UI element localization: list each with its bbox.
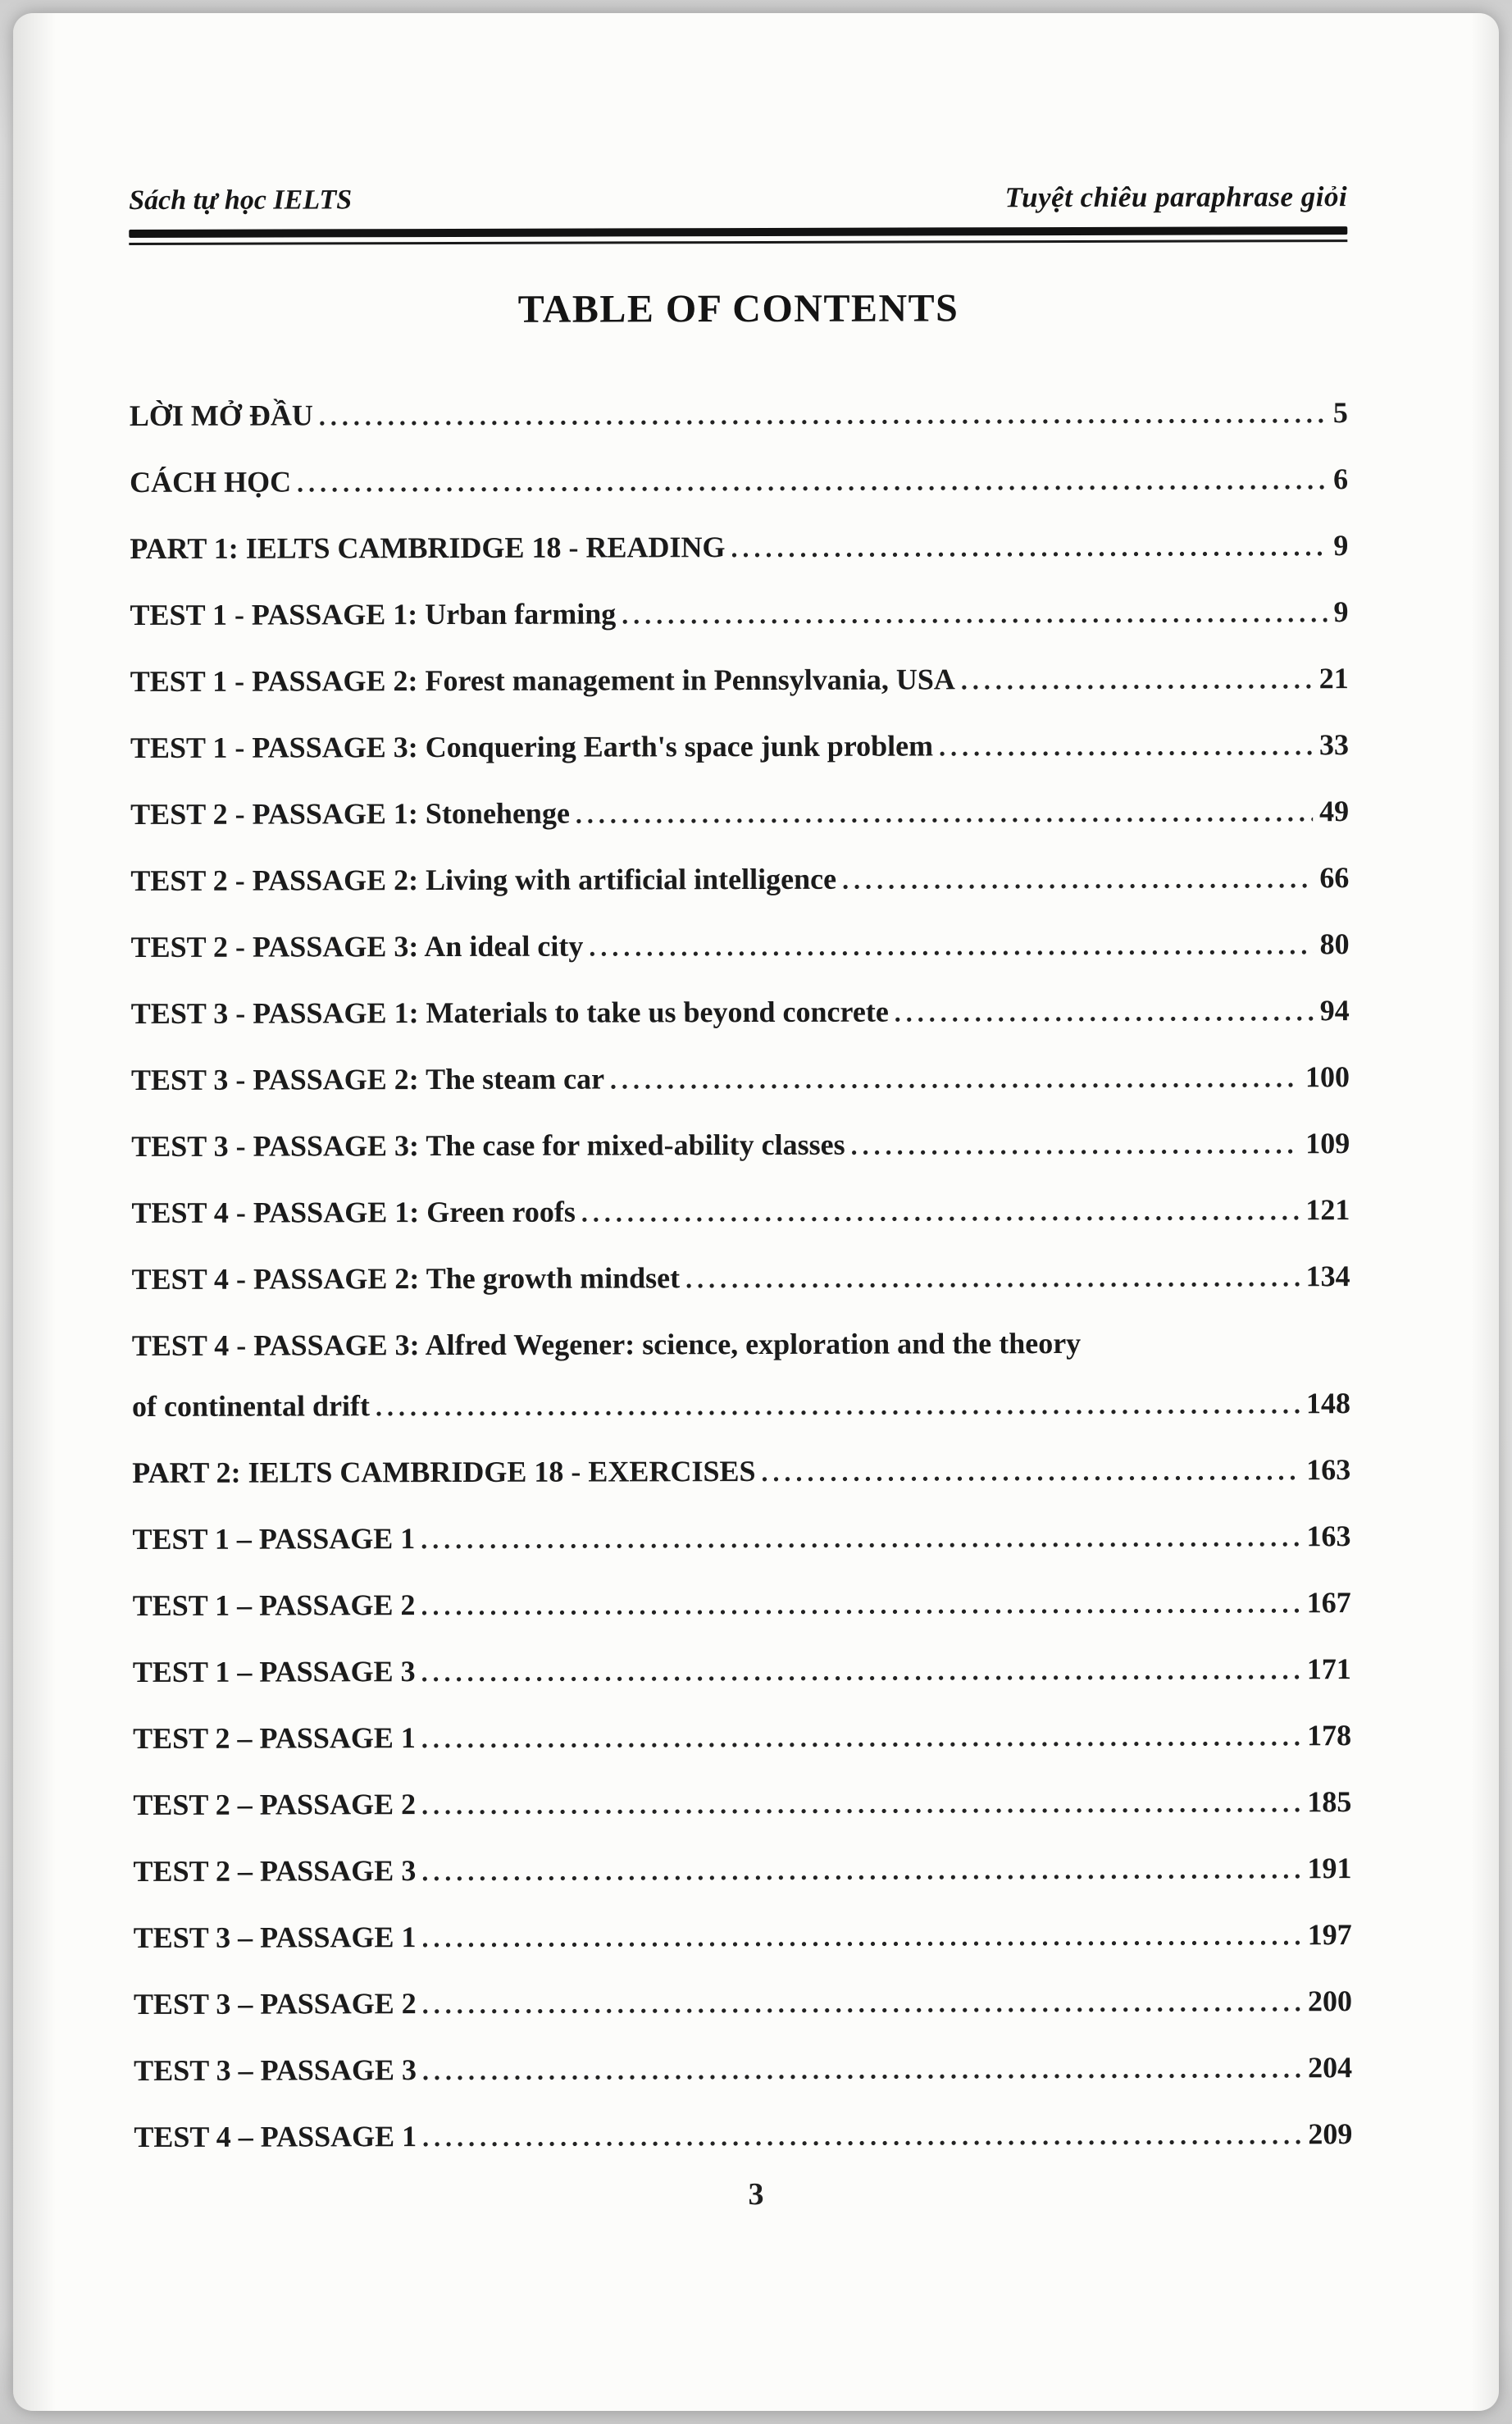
toc-entry [131,1191,1350,1232]
dot-leader [610,1063,1299,1095]
toc-entry-line [132,1451,1350,1492]
dot-leader [421,1721,1300,1754]
toc-entry-line [133,1783,1351,1824]
toc-entry-label: TEST 2 – PASSAGE 2 [133,1788,417,1821]
toc-entry-line [133,1583,1351,1624]
toc-entry-line [130,593,1348,634]
toc-entry [133,1783,1351,1824]
toc-entry [130,859,1349,900]
toc-entry-label: TEST 3 – PASSAGE 3 [134,2053,417,2087]
toc-entry-page-number: 209 [1308,2117,1353,2151]
dot-leader [421,1921,1300,1953]
toc-entry-label: TEST 1 – PASSAGE 1 [132,1522,416,1556]
toc-entry-label: PART 1: IELTS CAMBRIDGE 18 - READING [130,531,726,565]
toc-entry-label-continued: of continental drift [131,1389,371,1423]
toc-entry [132,1517,1350,1558]
toc-entry-page-number: 21 [1318,662,1349,695]
toc-entry-line [133,1716,1351,1757]
dot-leader [685,1262,1300,1294]
toc-entry [130,593,1348,634]
toc-entry-line [131,1058,1350,1099]
toc-entry [133,1650,1351,1691]
toc-entry-line [131,1191,1350,1232]
toc-entry-line [130,394,1348,435]
toc-entry [130,726,1349,767]
toc-entry-page-number: 33 [1318,728,1349,762]
toc-entry-label: TEST 2 – PASSAGE 1 [133,1721,416,1755]
toc-entry-page-number: 6 [1333,462,1349,496]
dot-leader [422,2120,1301,2153]
toc-entry-label: TEST 4 - PASSAGE 2: The growth mindset [131,1261,681,1296]
toc-entry-line [131,991,1350,1032]
dot-leader [376,1389,1300,1422]
dot-leader [842,863,1313,895]
toc-entry-page-number: 9 [1333,595,1349,629]
toc-entry-label: TEST 3 - PASSAGE 3: The case for mixed-ability classes [131,1128,845,1163]
dot-leader [622,598,1327,630]
toc-entry-label: TEST 1 - PASSAGE 3: Conquering Earth's space junk problem [130,729,934,764]
book-page [13,13,1499,2411]
toc-entry-line [132,1257,1350,1298]
toc-entry-label: PART 2: IELTS CAMBRIDGE 18 - EXERCISES [132,1455,756,1489]
toc-list [130,394,1353,2156]
toc-entry-page-number: 109 [1305,1127,1350,1160]
toc-entry-label: TEST 2 - PASSAGE 3: An ideal city [130,929,584,964]
dot-leader [731,531,1327,563]
toc-entry-label: TEST 2 – PASSAGE 3 [133,1854,417,1888]
toc-entry-label: TEST 4 – PASSAGE 1 [134,2120,417,2153]
dot-leader [939,731,1313,762]
toc-entry-page-number: 204 [1308,2051,1353,2085]
dot-leader [319,399,1327,431]
toc-entry-page-number: 197 [1307,1918,1352,1952]
toc-entry-line [130,726,1349,767]
toc-entry-page-number: 200 [1307,1984,1352,2018]
toc-entry-label: TEST 1 – PASSAGE 3 [132,1655,416,1688]
toc-entry [131,925,1350,966]
toc-entry [134,1916,1352,1957]
toc-entry-page-number: 148 [1305,1387,1351,1420]
toc-entry [130,394,1348,435]
toc-entry-page-number: 134 [1305,1260,1350,1293]
toc-entry-page-number: 66 [1319,861,1350,895]
dot-leader [761,1456,1300,1488]
toc-entry-page-number: 80 [1319,927,1350,961]
toc-entry-line [134,2115,1352,2156]
toc-entry-label: TEST 3 - PASSAGE 1: Materials to take us beyond concrete [130,995,889,1030]
dot-leader [421,1788,1300,1820]
toc-entry [130,526,1348,567]
toc-entry [133,1716,1351,1757]
toc-entry-page-number: 163 [1306,1520,1351,1553]
header-rule-thin [129,239,1347,245]
toc-entry [133,1849,1351,1890]
toc-entry-line [134,1916,1352,1957]
toc-entry [131,1124,1350,1165]
page-content [13,13,1499,2156]
toc-entry-label: TEST 1 – PASSAGE 2 [132,1588,416,1622]
toc-entry [134,2048,1352,2089]
toc-entry-line [130,792,1349,833]
toc-entry-page-number: 185 [1307,1785,1352,1819]
dot-leader [297,465,1327,498]
toc-entry-label: TEST 3 – PASSAGE 2 [133,1987,417,2021]
toc-entry-label: TEST 1 - PASSAGE 2: Forest management in Pennsylvania, USA [130,663,955,698]
toc-entry-page-number: 94 [1319,994,1350,1027]
toc-entry [134,1982,1352,2023]
dot-leader [851,1129,1300,1160]
toc-entry [130,659,1349,700]
toc-entry-label: TEST 3 - PASSAGE 2: The steam car [130,1062,605,1096]
toc-entry [130,792,1349,833]
toc-entry-page-number: 163 [1306,1453,1351,1487]
toc-entry-line [134,2048,1352,2089]
header-rule-thick [129,226,1347,238]
toc-entry-label: CÁCH HỌC [130,465,292,499]
dot-leader [421,1854,1300,1887]
page-title: TABLE OF CONTENTS [517,286,959,331]
toc-entry-label: TEST 1 - PASSAGE 1: Urban farming [130,597,617,631]
toc-entry-page-number: 121 [1305,1193,1350,1227]
toc-entry-line [130,659,1349,700]
page-number: 3 [748,2177,764,2212]
toc-entry-page-number: 167 [1306,1586,1351,1620]
toc-entry [132,1324,1350,1425]
header-left: Sách tự học IELTS [129,185,353,216]
toc-entry-page-number: 9 [1333,529,1349,563]
toc-entry-page-number: 5 [1332,396,1348,430]
toc-entry [131,991,1350,1032]
toc-entry-line [133,1849,1351,1890]
toc-entry-line [130,859,1349,900]
dot-leader [422,2053,1301,2086]
dot-leader [589,930,1313,962]
toc-entry-page-number: 191 [1307,1852,1352,1885]
toc-entry-page-number: 171 [1306,1652,1351,1686]
dot-leader [961,664,1313,695]
toc-entry-line [132,1384,1350,1425]
toc-entry-line [131,925,1350,966]
toc-entry-line [131,1124,1350,1165]
toc-entry [130,460,1348,501]
dot-leader [895,996,1314,1027]
toc-entry-line [132,1517,1350,1558]
toc-entry-page-number: 100 [1305,1060,1350,1094]
toc-entry [132,1257,1350,1298]
toc-entry-line [130,460,1348,501]
toc-entry-label: TEST 4 - PASSAGE 1: Green roofs [131,1195,576,1229]
toc-entry [131,1058,1350,1099]
toc-entry [132,1451,1350,1492]
toc-entry-label: LỜI MỞ ĐẦU [129,399,313,432]
toc-entry-line [133,1650,1351,1691]
toc-entry-label: TEST 2 - PASSAGE 1: Stonehenge [130,796,570,831]
dot-leader [421,1655,1300,1688]
dot-leader [581,1196,1300,1228]
dot-leader [576,797,1313,829]
toc-entry [134,2115,1352,2156]
toc-entry-line [134,1982,1352,2023]
toc-entry-page-number: 178 [1307,1719,1352,1752]
toc-entry-label: TEST 2 - PASSAGE 2: Living with artificial intelligence [130,862,837,897]
header-right: Tuyệt chiêu paraphrase giỏi [1004,180,1348,214]
toc-entry-line [130,526,1348,567]
toc-entry-label: TEST 4 - PASSAGE 3: Alfred Wegener: science, exploration and the theory [131,1326,1082,1362]
toc-entry [133,1583,1351,1624]
dot-leader [421,1522,1300,1555]
dot-leader [421,1588,1300,1621]
toc-entry-label: TEST 3 – PASSAGE 1 [133,1921,417,1954]
toc-entry-page-number: 49 [1319,795,1350,828]
dot-leader [422,1987,1301,2020]
running-header [129,180,1347,216]
